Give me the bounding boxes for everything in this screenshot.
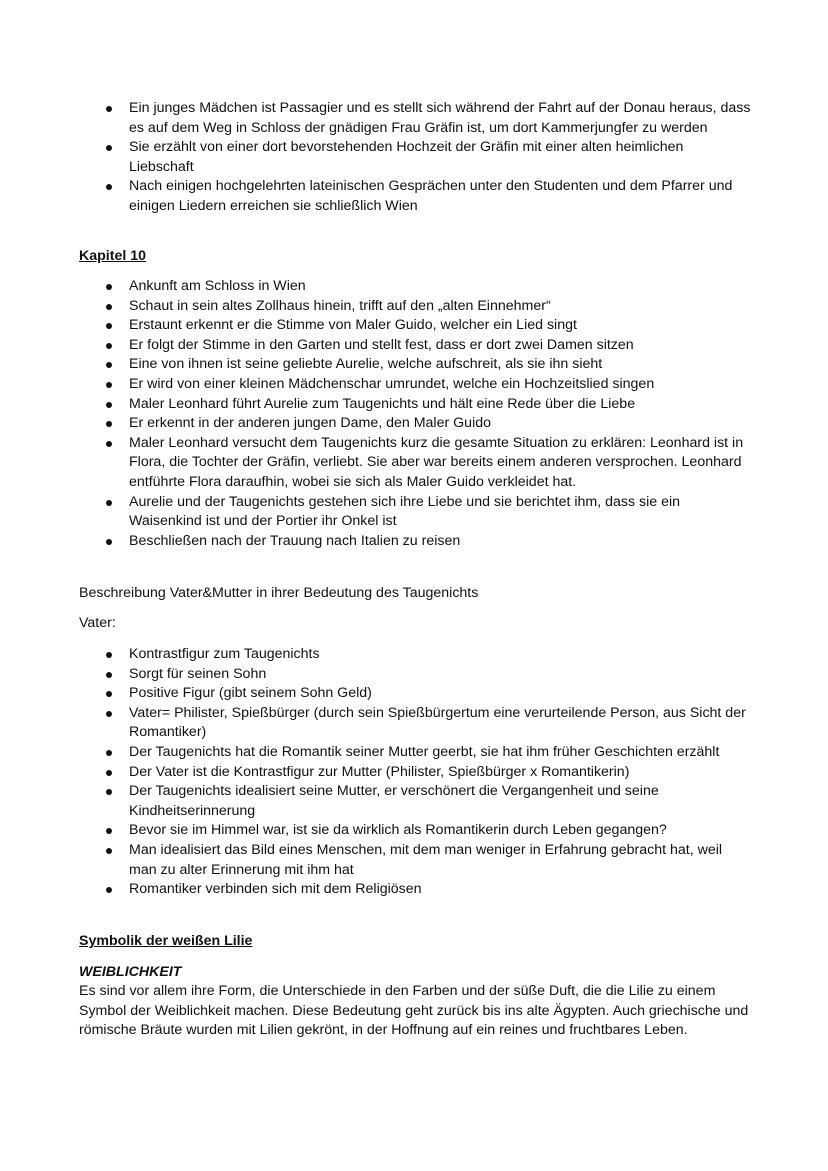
list-item: Kontrastfigur zum Taugenichts [79, 645, 751, 665]
list-item: Sie erzählt von einer dort bevorstehenden Hochzeit der Gräfin mit einer alten heimlichen Liebschaft [79, 138, 751, 177]
bullet-icon [106, 362, 112, 368]
list-item: Der Taugenichts hat die Romantik seiner Mutter geerbt, sie hat ihm früher Geschichten erzählt [79, 743, 751, 763]
list-item: Eine von ihnen ist seine geliebte Aurelie, welche aufschreit, als sie ihn sieht [79, 355, 751, 375]
list-item: Vater= Philister, Spießbürger (durch sein Spießbürgertum eine verurteilende Person, aus Sicht der Romantiker) [79, 704, 751, 743]
symbolik-paragraph-block [79, 982, 751, 1041]
bullet-icon [106, 323, 112, 329]
bullet-icon [106, 848, 112, 854]
list-item: Maler Leonhard führt Aurelie zum Taugenichts und hält eine Rede über die Liebe [79, 395, 751, 415]
beschreibung-section [79, 584, 751, 604]
bullet-icon [106, 672, 112, 678]
bullet-icon [106, 106, 112, 112]
bullet-icon [106, 402, 112, 408]
vater-label-block [79, 614, 751, 634]
kapitel10-section [79, 247, 751, 267]
bullet-icon [106, 691, 112, 697]
kapitel10-list-block [79, 277, 751, 551]
list-item: Beschließen nach der Trauung nach Italien zu reisen [79, 532, 751, 552]
kapitel10-heading: Kapitel 10 [79, 248, 147, 264]
bullet-icon [106, 828, 112, 834]
bullet-icon [106, 421, 112, 427]
bullet-icon [106, 711, 112, 717]
list-item: Er folgt der Stimme in den Garten und stellt fest, dass er dort zwei Damen sitzen [79, 336, 751, 356]
bullet-icon [106, 304, 112, 310]
bullet-icon [106, 652, 112, 658]
vater-list-block [79, 645, 751, 900]
list-item: Bevor sie im Himmel war, ist sie da wirklich als Romantikerin durch Leben gegangen? [79, 821, 751, 841]
list-item: Maler Leonhard versucht dem Taugenichts kurz die gesamte Situation zu erklären: Leonhard ist in Flora, die Tochter der Gräfin, verliebt. Sie aber war bereits einem anderen versprochen. Leonhard entführte Flora daraufhin, wobei sie sich als Maler Guido verkleidet hat. [79, 434, 751, 493]
list-item: Er erkennt in der anderen jungen Dame, den Maler Guido [79, 414, 751, 434]
weiblichkeit-subheading: WEIBLICHKEIT [79, 964, 182, 980]
list-item: Er wird von einer kleinen Mädchenschar umrundet, welche ein Hochzeitslied singen [79, 375, 751, 395]
bullet-icon [106, 184, 112, 190]
list-item: Der Taugenichts idealisiert seine Mutter, er verschönert die Vergangenheit und seine Kindheitserinnerung [79, 782, 751, 821]
kapitel10-bullet-list [79, 277, 751, 551]
vater-label: Vater: [79, 615, 116, 631]
bullet-icon [106, 887, 112, 893]
bullet-icon [106, 500, 112, 506]
list-item: Der Vater ist die Kontrastfigur zur Mutter (Philister, Spießbürger x Romantikerin) [79, 763, 751, 783]
list-item: Aurelie und der Taugenichts gestehen sich ihre Liebe und sie berichtet ihm, dass sie ein Waisenkind ist und der Portier ihr Onkel ist [79, 493, 751, 532]
bullet-icon [106, 789, 112, 795]
bullet-icon [106, 750, 112, 756]
bullet-icon [106, 145, 112, 151]
list-item: Man idealisiert das Bild eines Menschen, mit dem man weniger in Erfahrung gebracht hat, weil man zu alter Erinnerung mit ihm hat [79, 841, 751, 880]
symbolik-heading: Symbolik der weißen Lilie [79, 933, 253, 949]
bullet-icon [106, 284, 112, 290]
list-item: Ankunft am Schloss in Wien [79, 277, 751, 297]
vater-bullet-list [79, 645, 751, 900]
list-item: Ein junges Mädchen ist Passagier und es stellt sich während der Fahrt auf der Donau heraus, dass es auf dem Weg in Schloss der gnädigen Frau Gräfin ist, um dort Kammerjungfer zu werden [79, 99, 751, 138]
intro-bullet-list [79, 99, 751, 217]
bullet-icon [106, 539, 112, 545]
intro-section [79, 99, 751, 217]
bullet-icon [106, 441, 112, 447]
list-item: Nach einigen hochgelehrten lateinischen Gesprächen unter den Studenten und dem Pfarrer und einigen Liedern erreichen sie schließlich Wien [79, 177, 751, 216]
weiblichkeit-block [79, 963, 751, 983]
list-item: Sorgt für seinen Sohn [79, 665, 751, 685]
list-item: Positive Figur (gibt seinem Sohn Geld) [79, 684, 751, 704]
beschreibung-title: Beschreibung Vater&Mutter in ihrer Bedeutung des Taugenichts [79, 585, 479, 601]
bullet-icon [106, 770, 112, 776]
list-item: Schaut in sein altes Zollhaus hinein, trifft auf den „alten Einnehmer“ [79, 297, 751, 317]
symbolik-paragraph: Es sind vor allem ihre Form, die Unterschiede in den Farben und der süße Duft, die die Lilie zu einem Symbol der Weiblichkeit machen. Diese Bedeutung geht zurück bis ins alte Ägypten. Auch griechische und römische Bräute wurden mit Lilien gekrönt, in der Hoffnung auf ein reines und fruchtbares Leben. [79, 983, 749, 1039]
bullet-icon [106, 382, 112, 388]
bullet-icon [106, 343, 112, 349]
list-item: Romantiker verbinden sich mit dem Religiösen [79, 880, 751, 900]
list-item: Erstaunt erkennt er die Stimme von Maler Guido, welcher ein Lied singt [79, 316, 751, 336]
symbolik-section [79, 932, 751, 952]
